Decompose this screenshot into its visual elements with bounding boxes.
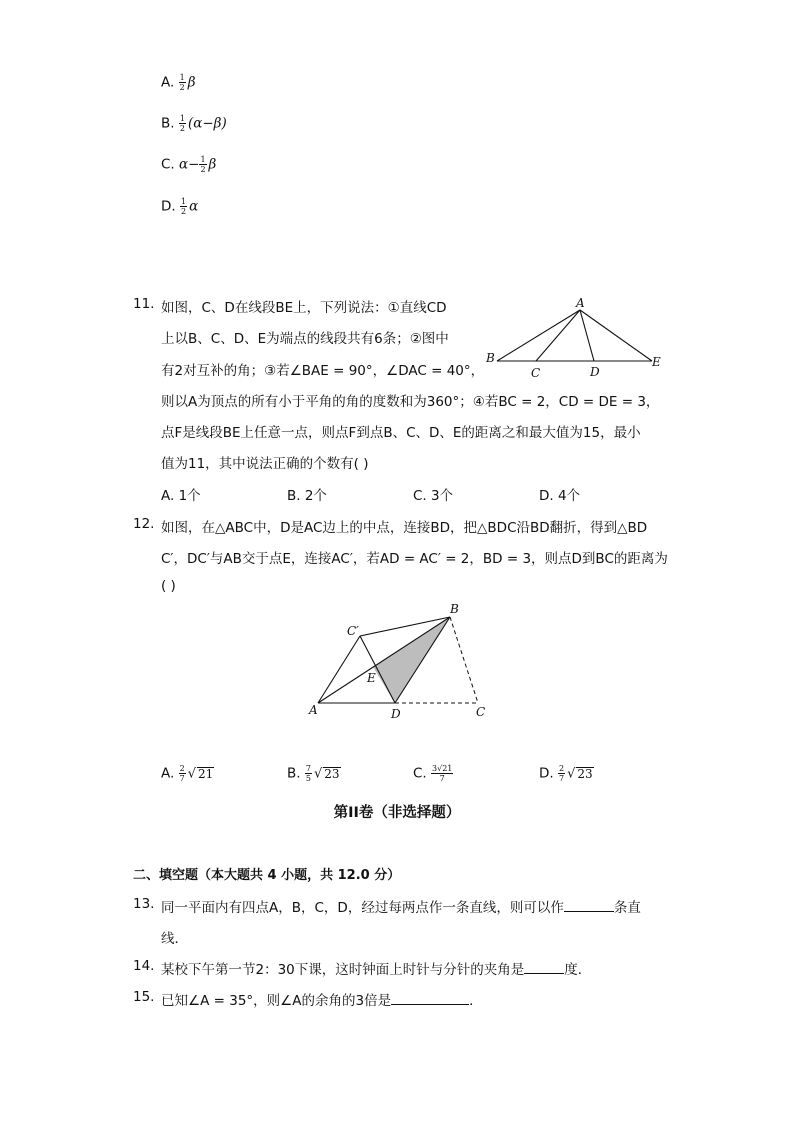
- question-number: 14.: [133, 958, 155, 974]
- label-c: C: [476, 705, 486, 719]
- q10-option-b[interactable]: B. $\frac{1}{2}$ (α−β): [161, 114, 227, 133]
- q12-figure: [300, 598, 500, 723]
- label-a: A: [576, 296, 585, 310]
- segment-ad: [580, 310, 594, 361]
- segment-ac: [536, 310, 580, 361]
- q11-figure: [480, 292, 670, 382]
- q11-text-line: 则以A为顶点的所有小于平角的角的度数和为360°；④若BC = 2，CD = DE = 3，: [161, 394, 660, 410]
- q12-text-line: 如图，在△ABC中，D是AC边上的中点，连接BD，把△BDC沿BD翻折，得到△BD: [161, 520, 648, 536]
- q12-option-d[interactable]: D. $\frac{2}{7}$ √ 23: [539, 764, 593, 783]
- q11-option-a[interactable]: A. 1个: [161, 488, 201, 504]
- radical-sign: √: [567, 766, 576, 782]
- q13-text: 同一平面内有四点A，B，C，D，经过每两点作一条直线，则可以作 条直: [161, 900, 641, 916]
- question-number: 12.: [133, 516, 155, 532]
- question-number: 13.: [133, 896, 155, 912]
- q12-option-a[interactable]: A. $\frac{2}{7}$ √ 21: [161, 764, 214, 783]
- fraction: $\frac{7}{5}$: [305, 764, 311, 783]
- q15-text: 已知∠A = 35°，则∠A的余角的3倍是 ．: [161, 993, 483, 1009]
- fraction: $\frac{3√21}{7}$: [432, 764, 453, 783]
- fraction: $\frac{1}{2}$: [180, 197, 187, 216]
- label-d: D: [590, 365, 600, 379]
- segment-ac-prime: [318, 636, 360, 703]
- q11-text-line: 如图，C、D在线段BE上，下列说法：①直线CD: [161, 300, 447, 316]
- segment-ab: [318, 617, 450, 703]
- segment-ab: [497, 310, 580, 361]
- answer-blank[interactable]: [391, 992, 469, 1005]
- fraction: $\frac{1}{2}$: [179, 114, 185, 133]
- q13-text-line2: 线．: [161, 931, 188, 947]
- label-d: D: [391, 707, 401, 721]
- label-a: A: [309, 703, 318, 717]
- q11-option-b[interactable]: B. 2个: [287, 488, 327, 504]
- q10-option-c[interactable]: C. α− $\frac{1}{2}$ β: [161, 155, 217, 174]
- section-heading: 二、填空题（本大题共 4 小题，共 12.0 分）: [133, 868, 401, 883]
- q10-option-d[interactable]: D. $\frac{1}{2}$ α: [161, 197, 199, 216]
- segment-bc-dashed: [450, 617, 478, 703]
- label-b: B: [450, 602, 459, 616]
- q12-option-c[interactable]: C. $\frac{3√21}{7}$: [413, 764, 453, 783]
- fraction: $\frac{2}{7}$: [558, 764, 565, 783]
- q11-option-c[interactable]: C. 3个: [413, 488, 454, 504]
- question-number: 11.: [133, 296, 155, 312]
- q12-text-line: ( ): [161, 578, 176, 594]
- q11-option-d[interactable]: D. 4个: [539, 488, 581, 504]
- answer-blank[interactable]: [524, 961, 564, 974]
- question-number: 15.: [133, 989, 155, 1005]
- q11-text-line: 点F是线段BE上任意一点，则点F到点B、C、D、E的距离之和最大值为15，最小: [161, 425, 641, 441]
- fraction: $\frac{1}{2}$: [200, 155, 206, 174]
- radical-sign: √: [187, 766, 196, 782]
- label-e: E: [652, 355, 661, 369]
- q11-text-line: 值为11，其中说法正确的个数有( ): [161, 456, 369, 472]
- radical-sign: √: [313, 766, 323, 782]
- part-title: 第II卷（非选择题）: [333, 805, 461, 821]
- answer-blank[interactable]: [564, 899, 614, 912]
- q11-text-line: 上以B、C、D、E为端点的线段共有6条；②图中: [161, 331, 449, 347]
- q11-text-line: 有2对互补的角；③若∠BAE = 90°，∠DAC = 40°，: [161, 363, 485, 379]
- q12-text-line: C′，DC′与AB交于点E，连接AC′，若AD = AC′ = 2，BD = 3，则点D到BC的距离为: [161, 551, 668, 567]
- label-b: B: [486, 351, 495, 365]
- label-e: E: [367, 671, 376, 685]
- segment-ae: [580, 310, 652, 361]
- label-c: C: [531, 366, 541, 380]
- fraction: $\frac{1}{2}$: [179, 73, 185, 92]
- q14-text: 某校下午第一节2：30下课，这时钟面上时针与分针的夹角是 度．: [161, 962, 592, 978]
- fraction: $\frac{2}{7}$: [179, 764, 185, 783]
- q10-option-a[interactable]: A. $\frac{1}{2}$ β: [161, 73, 196, 92]
- q12-option-b[interactable]: B. $\frac{7}{5}$ √ 23: [287, 764, 340, 783]
- label-c-prime: C′: [347, 624, 359, 638]
